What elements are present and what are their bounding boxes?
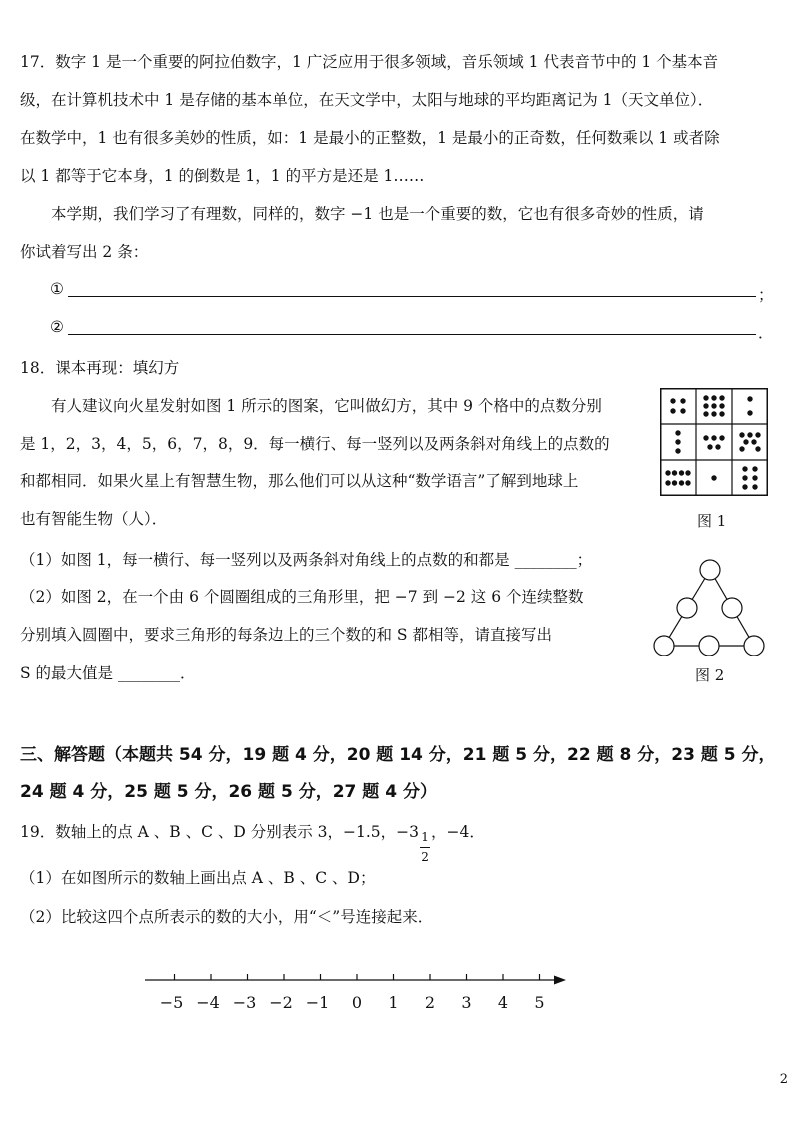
magic-square-dot	[680, 398, 685, 403]
number-line	[140, 966, 580, 1016]
q17-blank2-line[interactable]	[68, 334, 756, 335]
q17-blank1-marker: ①	[50, 280, 64, 298]
magic-square-dot	[679, 470, 684, 475]
triangle-circle-right-mid[interactable]	[722, 598, 742, 618]
magic-square-dot	[742, 484, 747, 489]
q19-intro-suffix: ，−4．	[431, 823, 485, 841]
number-line-arrow	[554, 976, 566, 985]
number-line-label: 0	[351, 993, 363, 1012]
q17-line-2: 级，在计算机技术中 1 是存储的基本单位，在天文学中，太阳与地球的平均距离记为 1（天文单位）．	[20, 91, 714, 109]
number-line-label: −1	[305, 993, 330, 1012]
magic-square-dot	[675, 448, 680, 453]
magic-square-dot	[719, 411, 724, 416]
q19-part1: （1）在如图所示的数轴上画出点 A 、B 、C 、D；	[20, 869, 376, 887]
magic-square-dot	[675, 430, 680, 435]
magic-square-dot	[711, 403, 716, 408]
magic-square-dot	[703, 403, 708, 408]
magic-square-dot	[670, 408, 675, 413]
number-line-label: 3	[461, 993, 472, 1012]
magic-square-dot	[752, 466, 757, 471]
q17-line-5: 本学期，我们学习了有理数，同样的，数字 −1 也是一个重要的数，它也有很多奇妙的性质，请	[20, 205, 704, 223]
magic-square-dot	[679, 480, 684, 485]
magic-square-dot	[742, 475, 747, 480]
q19-frac-num: 1	[421, 830, 429, 844]
q18-title: 18．课本再现：填幻方	[20, 359, 180, 377]
magic-square-dot	[751, 439, 756, 444]
figure2-triangle-circles	[650, 556, 770, 656]
section3-heading-line-1: 三、解答题（本题共 54 分，19 题 4 分，20 题 14 分，21 题 5 分，22 题 8 分，23 题 5 分，	[20, 745, 776, 765]
q17-line-4: 以 1 都等于它本身，1 的倒数是 1，1 的平方是还是 1……	[20, 167, 425, 185]
q17-line-1: 17．数字 1 是一个重要的阿拉伯数字，1 广泛应用于很多领域，音乐领域 1 代表音节中的 1 个基本音	[20, 53, 719, 71]
number-line-label: 2	[424, 993, 436, 1012]
q19-intro	[20, 822, 485, 864]
number-line-label: 4	[497, 993, 509, 1012]
magic-square-dot	[755, 446, 760, 451]
q17-line-3: 在数学中，1 也有很多美妙的性质，如：1 是最小的正整数，1 是最小的正奇数，任何数乘以 1 或者除	[20, 129, 720, 147]
number-line-label: −2	[269, 993, 293, 1012]
magic-square-dot	[752, 475, 757, 480]
magic-square-dot	[680, 408, 685, 413]
q17-line-6: 你试着写出 2 条：	[20, 243, 149, 261]
q18-part1: （1）如图 1，每一横行、每一竖列以及两条斜对角线上的点数的和都是 ________；	[20, 551, 593, 569]
number-line-label: −5	[159, 993, 184, 1012]
triangle-circle-bottom-left[interactable]	[654, 636, 674, 656]
magic-square-dot	[739, 446, 744, 451]
number-line-label: 5	[534, 993, 545, 1012]
q17-blank2-end: ．	[758, 324, 774, 342]
q18-part2-line-1: （2）如图 2，在一个由 6 个圆圈组成的三角形里，把 −7 到 −2 这 6 个连续整数	[20, 588, 584, 606]
magic-square-dot	[675, 439, 680, 444]
magic-square-dot	[743, 439, 748, 444]
section3-heading-line-2: 24 题 4 分，25 题 5 分，26 题 5 分，27 题 4 分）	[20, 782, 437, 802]
q19-intro-prefix: 19．数轴上的点 A 、B 、C 、D 分别表示 3，−1.5，−3	[20, 823, 420, 841]
magic-square-dot	[711, 475, 716, 480]
q19-frac-den: 2	[421, 850, 429, 864]
magic-square-dot	[711, 435, 716, 440]
magic-square-dot	[707, 444, 712, 449]
q18-line-1: 有人建议向火星发射如图 1 所示的图案，它叫做幻方，其中 9 个格中的点数分别	[20, 397, 602, 415]
magic-square-dot	[755, 432, 760, 437]
magic-square-dot	[747, 432, 752, 437]
magic-square-dot	[747, 410, 752, 415]
magic-square-dot	[742, 466, 747, 471]
q17-blank1-end: ；	[758, 286, 774, 304]
number-line-label: 1	[388, 993, 399, 1012]
number-line-label: −3	[232, 993, 257, 1012]
magic-square-dot	[711, 411, 716, 416]
triangle-circle-left-mid[interactable]	[677, 598, 697, 618]
q18-part2-line-2: 分别填入圆圈中，要求三角形的每条边上的三个数的和 S 都相等，请直接写出	[20, 626, 552, 644]
magic-square-dot	[719, 435, 724, 440]
figure2-caption: 图 2	[695, 666, 725, 684]
magic-square-dot	[703, 435, 708, 440]
q19-part2: （2）比较这四个点所表示的数的大小，用“＜”号连接起来．	[20, 908, 434, 926]
magic-square-dot	[672, 480, 677, 485]
magic-square-dot	[719, 395, 724, 400]
magic-square-dot	[703, 395, 708, 400]
triangle-circle-top[interactable]	[700, 560, 720, 580]
triangle-circle-bottom-right[interactable]	[744, 636, 764, 656]
magic-square-dot	[670, 398, 675, 403]
q17-blank2-marker: ②	[50, 318, 64, 336]
magic-square-dot	[672, 470, 677, 475]
magic-square-dot	[685, 470, 690, 475]
magic-square-dot	[747, 396, 752, 401]
magic-square-dot	[703, 411, 708, 416]
magic-square-dot	[711, 395, 716, 400]
q18-line-2: 是 1，2，3，4，5，6，7，8，9．每一横行、每一竖列以及两条斜对角线上的点数的	[20, 435, 610, 453]
figure1-magic-square	[660, 388, 768, 496]
q18-line-4: 也有智能生物（人）．	[20, 510, 168, 528]
magic-square-dot	[752, 484, 757, 489]
magic-square-dot	[665, 470, 670, 475]
triangle-circle-bottom-mid[interactable]	[699, 636, 719, 656]
figure1-caption: 图 1	[697, 512, 727, 530]
magic-square-dot	[715, 444, 720, 449]
magic-square-dot	[719, 403, 724, 408]
magic-square-dot	[685, 480, 690, 485]
page-number: 2	[779, 1072, 788, 1087]
q18-line-3: 和都相同．如果火星上有智慧生物，那么他们可以从这种“数学语言”了解到地球上	[20, 472, 579, 490]
magic-square-dot	[665, 480, 670, 485]
q17-blank1-line[interactable]	[68, 296, 756, 297]
q18-part2-line-3: S 的最大值是 ________．	[20, 664, 196, 682]
magic-square-dot	[739, 432, 744, 437]
number-line-label: −4	[196, 993, 220, 1012]
